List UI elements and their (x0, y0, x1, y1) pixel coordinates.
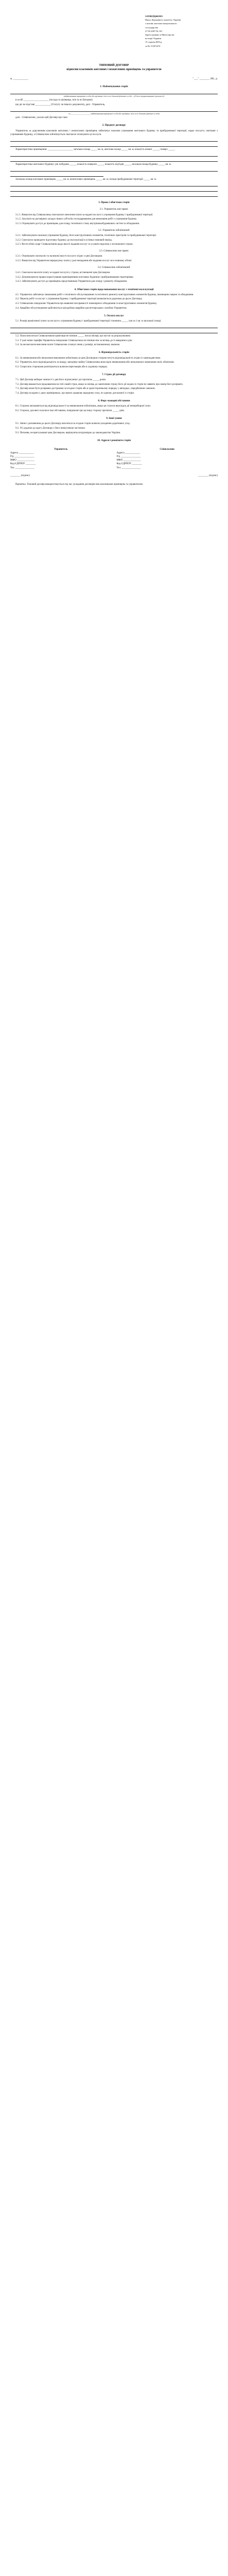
approval-title: ЗАТВЕРДЖЕНО (145, 15, 163, 18)
requisite-line: Код ЄДРПОУ ________ (10, 463, 36, 466)
approval-line: Наказ Державного комітету України (145, 19, 181, 22)
paragraph: 3.2.2. Своєчасно проводити підготовку будинку до експлуатації в осінньо-зимовий період. (15, 239, 113, 242)
blank-line (10, 329, 218, 333)
approval-stamp (145, 14, 227, 48)
signature-left: ________ (підпис) (10, 474, 30, 477)
blank-line (10, 143, 218, 147)
paragraph: далі - Співвласник, уклали цей Договір про таке: (15, 116, 68, 120)
blank-line (10, 173, 103, 177)
contract-date: " ___" ________ 200_ р. (192, 78, 218, 81)
blank-line (10, 108, 218, 112)
paragraph: 5.3. У разі зміни тарифів Управитель повідомляє Співвласника не пізніше ніж за місяць до їх введення в дію. (15, 339, 133, 342)
paragraph: 5.1. Розмір щомісячної плати за послуги з утримання будинку і прибудинкової території становить _____ грн за 1 кв. м загальної площі. (15, 319, 162, 323)
section-title: 10. Адреси і реквізити сторін (97, 439, 131, 442)
paragraph: 8.2. Сторона, для якої склалися такі обставини, повідомляє про це іншу сторону протягом _____ днів. (15, 410, 125, 413)
subsection-title: 3.4. Співвласник зобов'язаний: (97, 266, 131, 269)
paragraph: 6.1. За невиконання або неналежне виконання зобов'язань за цим Договором сторони несуть відповідальність згідно із законодавством. (15, 357, 161, 360)
paragraph: що діє на підставі ____________ (Статуту чи іншого документа), далі - Управитель, (15, 104, 106, 107)
approval-line: Зареєстровано в Міністерстві (145, 33, 174, 36)
requisite-line: Тел. _______________ (116, 466, 141, 469)
requisite-line: МФО ______________ (116, 459, 141, 462)
approval-line: з питань житлово-комунального (145, 22, 177, 25)
paragraph: 8.1. Сторони звільняються від відповідальності за невиконання зобов'язань, якщо це сталося внаслідок дії непереборної сили. (15, 405, 151, 408)
paragraph: 3.3.2. Вимагати від Управителя перерахунку плати у разі ненадання або надання послуг не в повному обсязі. (15, 259, 132, 262)
blank-line (10, 188, 218, 192)
blank-line (10, 167, 218, 172)
section-title: 6. Відповідальність сторін (98, 351, 130, 354)
paragraph: Управитель за дорученням власників житлових і нежитлових приміщень забезпечує належне утримання житлового будинку та прибудинкової території, надає послуги, пов'язані з утриманням будинку, а Співвласник зобов'язується своєчасно оплачувати ці послуги. (10, 129, 218, 136)
section-title: 8. Форс-мажорні обставини (98, 400, 130, 403)
section-title: 1. Найменування сторін (100, 86, 128, 89)
paragraph: 4.4. Аварійне обслуговування здійснюється цілодобово аварійно-диспетчерською службою Управителя. (15, 307, 127, 310)
paragraph: 7.2. Договір вважається продовженим на той самий строк, якщо за місяць до закінчення строку його дії жодна зі сторін не заявить про намір його розірвати. (15, 383, 183, 386)
paragraph: 3.2.3. Вести облік скарг Співвласників щодо якості надання послуг та усувати недоліки у встановлені строки. (15, 243, 133, 246)
section-title: 9. Інші умови (106, 417, 122, 420)
requisite-line: Адреса ____________ (10, 452, 34, 455)
footnote: Примітка. Типовий договір використовується під час укладання договорів між власниками приміщень та управителем. (15, 483, 144, 486)
paragraph: 5.4. За несвоєчасне внесення плати Співвласник сплачує пеню у розмірі, встановленому законом. (15, 344, 120, 347)
approval-line: 27.05.2007 № 101 (145, 29, 163, 32)
subtitle-line: відносин власників житлових і нежитлових приміщень та управителя (66, 68, 162, 72)
paragraph: 3.1.2. Залучати на договірних засадах інших суб'єктів господарювання для виконання робіт з утримання будинку. (15, 218, 137, 221)
blank-line (10, 193, 218, 197)
approval-line: господарства (145, 26, 159, 29)
paragraph: 3.1.3. Отримувати доступ до приміщень для огляду технічного стану внутрішньобудинкових систем та обладнання. (15, 222, 140, 225)
requisite-line: Адреса ____________ (116, 452, 141, 455)
paragraph: 7.4. Договір складено у двох примірниках, що мають однакову юридичну силу, по одному для кожної із сторін. (15, 392, 135, 395)
column-header: Співвласник (160, 448, 175, 451)
place-date-row (10, 77, 218, 81)
requisite-line: Тел. _______________ (10, 466, 34, 469)
paragraph: Загальна площа житлових приміщень _____ кв. м, нежитлових приміщень _____ кв. м, площа прибудинкової території _____ кв. м. (15, 178, 157, 181)
section-title: 2. Предмет договору (102, 124, 126, 127)
paragraph: Характеристика житлового будинку: рік побудови _____, кількість поверхів _____, кількість під'їздів _____, загальна площа будинку _____ кв. м. (15, 163, 171, 166)
blank-line (10, 324, 218, 328)
title-line: ТИПОВИЙ ДОГОВІР (99, 63, 129, 67)
section-title: 4. Обов'язки сторін щодо виконання послуг з технічної експлуатації (74, 288, 154, 291)
subsection-title: 3.3. Співвласник має право: (99, 250, 129, 253)
paragraph: 9.3. Питання, не врегульовані цим Договором, вирішуються відповідно до законодавства України. (15, 431, 121, 434)
paragraph: 4.2. Перелік робіт та послуг з утримання будинку і прибудинкової території визначається додатком до цього Договору. (15, 298, 143, 301)
requisites-table (10, 448, 218, 470)
requisite-line: Р/р ________________ (116, 455, 141, 459)
paragraph: 7.1. Цей Договір набирає чинності з дня його підписання і діє протягом _____ років. (15, 379, 106, 382)
blank-line (10, 138, 218, 142)
blank-line (10, 182, 218, 187)
field-note: та ____________________ (найменування юридичної особи або прізвище, ім'я та по батькові фізичної особи) (68, 113, 160, 115)
paragraph: 9.2. Усі додатки до цього Договору є його невід'ємною частиною. (15, 427, 86, 430)
paragraph: Характеристика приміщення: ____________________ загальна площа _____ кв. м, житлова площа _____ кв. м, кількість кімнат _____, поверх _____. (15, 148, 176, 151)
subsection-title: 3.2. Управитель зобов'язаний: (98, 229, 130, 232)
blank-line (10, 90, 218, 94)
section-title: 3. Права і обов'язки сторін (98, 201, 130, 205)
requisites-left (10, 448, 112, 470)
blank-line (10, 158, 218, 162)
paragraph: 6.3. Спори між сторонами розв'язуються шляхом переговорів або в судовому порядку. (15, 365, 108, 368)
section-title: 5. Оплата послуг (104, 314, 124, 317)
paragraph: 4.1. Управитель забезпечує виконання робіт з технічного обслуговування та поточного ремонту конструктивних елементів будинку, інженерних мереж та обладнання. (15, 293, 194, 296)
paragraph: 9.1. Зміни і доповнення до цього Договору вносяться за згодою сторін шляхом укладення додаткових угод. (15, 422, 130, 426)
paragraph: 3.4.2. Дотримуватися правил користування приміщеннями житлових будинків і прибудинковими територіями. (15, 276, 134, 279)
paragraph: 3.3.1. Отримувати своєчасно та належної якості послуги згідно з цим Договором. (15, 255, 103, 258)
approval-line: юстиції України (145, 37, 162, 40)
paragraph: 6.2. Управитель несе відповідальність за шкоду, заподіяну майну Співвласника внаслідок невиконання або неналежного виконання своїх обов'язків. (15, 361, 174, 364)
field-note: (найменування юридичної особи або прізвище, ім'я та по батькові фізичної особи - суб'єкта підприємницької діяльності) (63, 95, 165, 98)
paragraph: 7.3. Договір може бути розірвано достроково за згодою сторін або в односторонньому порядку у випадках, передбачених законом. (15, 387, 155, 391)
approval-line: за № 1159/5474 (145, 44, 161, 47)
signature-row (10, 474, 218, 478)
subsection-title: 3.1. Управитель має право: (99, 208, 129, 211)
paragraph: 3.4.1. Своєчасно вносити плату за надані послуги у строки, встановлені цим Договором. (15, 272, 111, 275)
blank-line (10, 152, 218, 157)
paragraph: 4.3. Співвласник повідомляє Управителя про виявлені несправності інженерного обладнання та конструктивних елементів будинку. (15, 302, 157, 305)
city: м. ____________ (10, 78, 28, 81)
signature-right: ________ (підпис) (198, 474, 218, 477)
paragraph: 5.2. Плата вноситься Співвласником щомісяця не пізніше _____ числа місяця, що настає за розрахунковим. (15, 335, 131, 338)
approval-line: 15 серпня 2003 р. (145, 41, 163, 44)
requisite-line: Код ЄДРПОУ ________ (116, 463, 142, 466)
requisite-line: МФО ______________ (10, 459, 35, 462)
column-header: Управитель (54, 448, 68, 451)
paragraph: 3.4.3. Забезпечувати доступ до приміщень представникам Управителя для огляду і ремонту обладнання. (15, 280, 128, 283)
paragraph: 3.1.1. Вимагати від Співвласника своєчасного внесення плати за надані послуги з утримання будинку і прибудинкової території. (15, 213, 153, 216)
paragraph: 3.2.1. Забезпечувати належне утримання будинку, його конструктивних елементів, технічних пристроїв та прибудинкової території. (15, 234, 157, 237)
section-title: 7. Строк дії договору (102, 373, 126, 376)
paragraph: в особі ____________________ (посада та прізвище, ім'я та по батькові) (15, 99, 93, 102)
document-title (10, 63, 218, 72)
requisites-right (117, 448, 218, 470)
requisite-line: Р/р ________________ (10, 455, 34, 459)
